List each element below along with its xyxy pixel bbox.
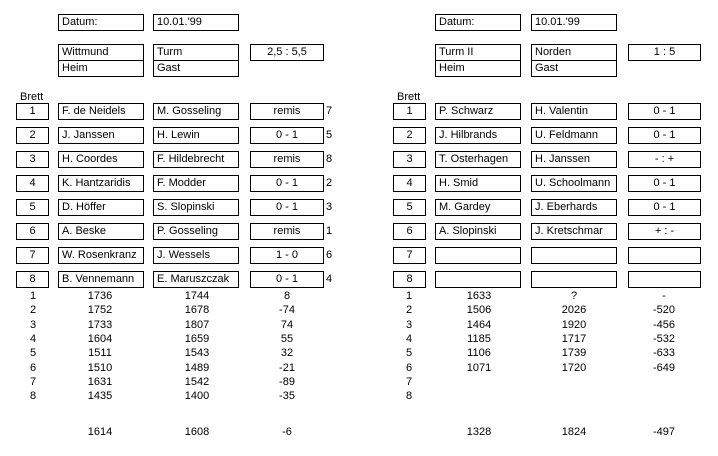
away-player-field[interactable]: J. Wessels [153, 247, 239, 264]
home-rating: 1506 [466, 304, 492, 316]
away-player-field[interactable]: M. Gosseling [153, 103, 239, 120]
away-player-field[interactable]: F. Hildebrecht [153, 151, 239, 168]
board-number: 2 [16, 127, 49, 144]
away-player-field[interactable]: J. Eberhards [531, 199, 617, 216]
away-player-field[interactable]: H. Lewin [153, 127, 239, 144]
game-result-field[interactable]: 0 - 1 [250, 271, 324, 288]
game-result-field[interactable]: - : + [628, 151, 701, 168]
away-rating: 2026 [561, 304, 587, 316]
rating-board-number: 4 [406, 333, 413, 345]
board-number: 7 [16, 247, 49, 264]
left-away-team-field[interactable]: Turm [153, 44, 239, 61]
home-player-field[interactable]: A. Beske [58, 223, 144, 240]
rating-board-number: 8 [406, 390, 413, 402]
away-player-field[interactable]: P. Gosseling [153, 223, 239, 240]
away-player-field[interactable] [531, 271, 617, 288]
board-number: 1 [16, 103, 49, 120]
game-result-field[interactable]: + : - [628, 223, 701, 240]
home-rating: 1752 [87, 304, 113, 316]
away-rating: 1807 [184, 319, 210, 331]
away-rating: 1543 [184, 347, 210, 359]
away-player-field[interactable] [531, 247, 617, 264]
home-player-field[interactable]: H. Smid [435, 175, 521, 192]
rating-difference: - [662, 290, 666, 302]
away-player-field[interactable]: J. Kretschmar [531, 223, 617, 240]
away-rating: 1489 [184, 362, 210, 374]
rating-board-number: 2 [30, 304, 37, 316]
board-number: 2 [393, 127, 426, 144]
board-order-number: 4 [326, 273, 333, 285]
rating-difference: -532 [652, 333, 676, 345]
game-result-field[interactable]: 0 - 1 [250, 175, 324, 192]
game-result-field[interactable]: remis [250, 151, 324, 168]
home-player-field[interactable]: A. Slopinski [435, 223, 521, 240]
home-player-field[interactable]: T. Osterhagen [435, 151, 521, 168]
board-order-number: 3 [326, 201, 333, 213]
away-rating-average: 1824 [561, 426, 587, 438]
rating-difference: -89 [279, 376, 295, 388]
rating-board-number: 1 [406, 290, 413, 302]
left-home-label: Heim [58, 60, 144, 77]
game-result-field[interactable]: 0 - 1 [628, 103, 701, 120]
board-number: 6 [393, 223, 426, 240]
home-player-field[interactable]: D. Höffer [58, 199, 144, 216]
left-board-header: Brett [20, 91, 44, 103]
home-player-field[interactable]: B. Vennemann [58, 271, 144, 288]
right-home-team-field[interactable]: Turm II [435, 44, 521, 61]
home-player-field[interactable]: M. Gardey [435, 199, 521, 216]
away-rating: 1659 [184, 333, 210, 345]
home-rating: 1736 [87, 290, 113, 302]
home-rating: 1185 [467, 333, 491, 345]
away-player-field[interactable]: F. Modder [153, 175, 239, 192]
rating-difference: 32 [280, 347, 294, 359]
home-rating: 1511 [88, 347, 112, 359]
home-rating-average: 1614 [87, 426, 113, 438]
rating-difference-total: -6 [282, 426, 292, 438]
right-board-header: Brett [397, 91, 421, 103]
game-result-field[interactable]: 0 - 1 [628, 199, 701, 216]
board-order-number: 2 [326, 177, 333, 189]
home-rating: 1510 [87, 362, 113, 374]
board-number: 4 [393, 175, 426, 192]
away-player-field[interactable]: E. Maruszczak [153, 271, 239, 288]
rating-board-number: 4 [30, 333, 37, 345]
board-number: 5 [16, 199, 49, 216]
right-away-team-field[interactable]: Norden [531, 44, 617, 61]
right-date-label: Datum: [435, 14, 521, 31]
board-order-number: 7 [326, 105, 333, 117]
away-rating: 1542 [184, 376, 210, 388]
rating-difference-total: -497 [652, 426, 676, 438]
left-home-team-field[interactable]: Wittmund [58, 44, 144, 61]
home-rating: 1631 [87, 376, 113, 388]
rating-board-number: 1 [30, 290, 37, 302]
away-rating-average: 1608 [184, 426, 210, 438]
rating-board-number: 6 [30, 362, 37, 374]
away-player-field[interactable]: U. Feldmann [531, 127, 617, 144]
right-result-field[interactable]: 1 : 5 [628, 44, 701, 61]
home-player-field[interactable]: J. Janssen [58, 127, 144, 144]
game-result-field[interactable]: remis [250, 103, 324, 120]
home-rating: 1633 [466, 290, 492, 302]
left-away-label: Gast [153, 60, 239, 77]
rating-board-number: 5 [406, 347, 413, 359]
home-player-field[interactable]: H. Coordes [58, 151, 144, 168]
away-rating: 1720 [561, 362, 587, 374]
right-away-label: Gast [531, 60, 617, 77]
home-player-field[interactable]: P. Schwarz [435, 103, 521, 120]
rating-difference: 8 [283, 290, 291, 302]
board-number: 7 [393, 247, 426, 264]
away-player-field[interactable]: S. Slopinski [153, 199, 239, 216]
rating-difference: -35 [279, 390, 295, 402]
board-number: 6 [16, 223, 49, 240]
game-result-field[interactable]: 0 - 1 [628, 127, 701, 144]
away-rating: 1739 [561, 347, 587, 359]
rating-difference: 55 [280, 333, 294, 345]
left-date-field[interactable]: 10.01.'99 [153, 14, 239, 31]
board-number: 4 [16, 175, 49, 192]
board-number: 8 [16, 271, 49, 288]
game-result-field[interactable]: 0 - 1 [250, 199, 324, 216]
board-order-number: 5 [326, 129, 333, 141]
rating-difference: -456 [652, 319, 676, 331]
rating-board-number: 3 [406, 319, 413, 331]
away-rating: 1717 [561, 333, 587, 345]
away-rating: 1920 [561, 319, 587, 331]
rating-board-number: 3 [30, 319, 37, 331]
home-rating: 1733 [87, 319, 113, 331]
rating-board-number: 7 [30, 376, 37, 388]
home-player-field[interactable] [435, 247, 521, 264]
game-result-field[interactable] [628, 247, 701, 264]
home-player-field[interactable]: J. Hilbrands [435, 127, 521, 144]
away-player-field[interactable]: H. Valentin [531, 103, 617, 120]
away-rating: 1400 [184, 390, 210, 402]
rating-board-number: 8 [30, 390, 37, 402]
game-result-field[interactable]: 1 - 0 [250, 247, 324, 264]
home-player-field[interactable] [435, 271, 521, 288]
rating-difference: -520 [652, 304, 676, 316]
rating-difference: -649 [652, 362, 676, 374]
board-order-number: 8 [326, 153, 333, 165]
rating-difference: -21 [279, 362, 295, 374]
rating-board-number: 6 [406, 362, 413, 374]
game-result-field[interactable] [628, 271, 701, 288]
home-player-field[interactable]: K. Hantzaridis [58, 175, 144, 192]
home-rating: 1435 [87, 390, 113, 402]
game-result-field[interactable]: 0 - 1 [250, 127, 324, 144]
rating-board-number: 7 [406, 376, 413, 388]
left-result-field[interactable]: 2,5 : 5,5 [250, 44, 324, 61]
away-player-field[interactable]: U. Schoolmann [531, 175, 617, 192]
home-rating: 1106 [467, 347, 491, 359]
home-rating: 1071 [466, 362, 492, 374]
board-order-number: 6 [326, 249, 333, 261]
rating-difference: -74 [279, 304, 295, 316]
away-rating: ? [570, 290, 578, 302]
board-number: 5 [393, 199, 426, 216]
board-number: 3 [16, 151, 49, 168]
board-order-number: 1 [326, 225, 333, 237]
away-rating: 1678 [184, 304, 210, 316]
rating-board-number: 5 [30, 347, 37, 359]
game-result-field[interactable]: remis [250, 223, 324, 240]
right-home-label: Heim [435, 60, 521, 77]
home-player-field[interactable]: W. Rosenkranz [58, 247, 144, 264]
away-player-field[interactable]: H. Janssen [531, 151, 617, 168]
left-date-label: Datum: [58, 14, 144, 31]
board-number: 1 [393, 103, 426, 120]
home-rating: 1604 [87, 333, 113, 345]
rating-difference: -633 [652, 347, 676, 359]
home-rating-average: 1328 [466, 426, 492, 438]
rating-board-number: 2 [406, 304, 413, 316]
away-rating: 1744 [184, 290, 210, 302]
game-result-field[interactable]: 0 - 1 [628, 175, 701, 192]
board-number: 3 [393, 151, 426, 168]
right-date-field[interactable]: 10.01.'99 [531, 14, 617, 31]
home-rating: 1464 [466, 319, 492, 331]
rating-difference: 74 [280, 319, 294, 331]
home-player-field[interactable]: F. de Neidels [58, 103, 144, 120]
board-number: 8 [393, 271, 426, 288]
